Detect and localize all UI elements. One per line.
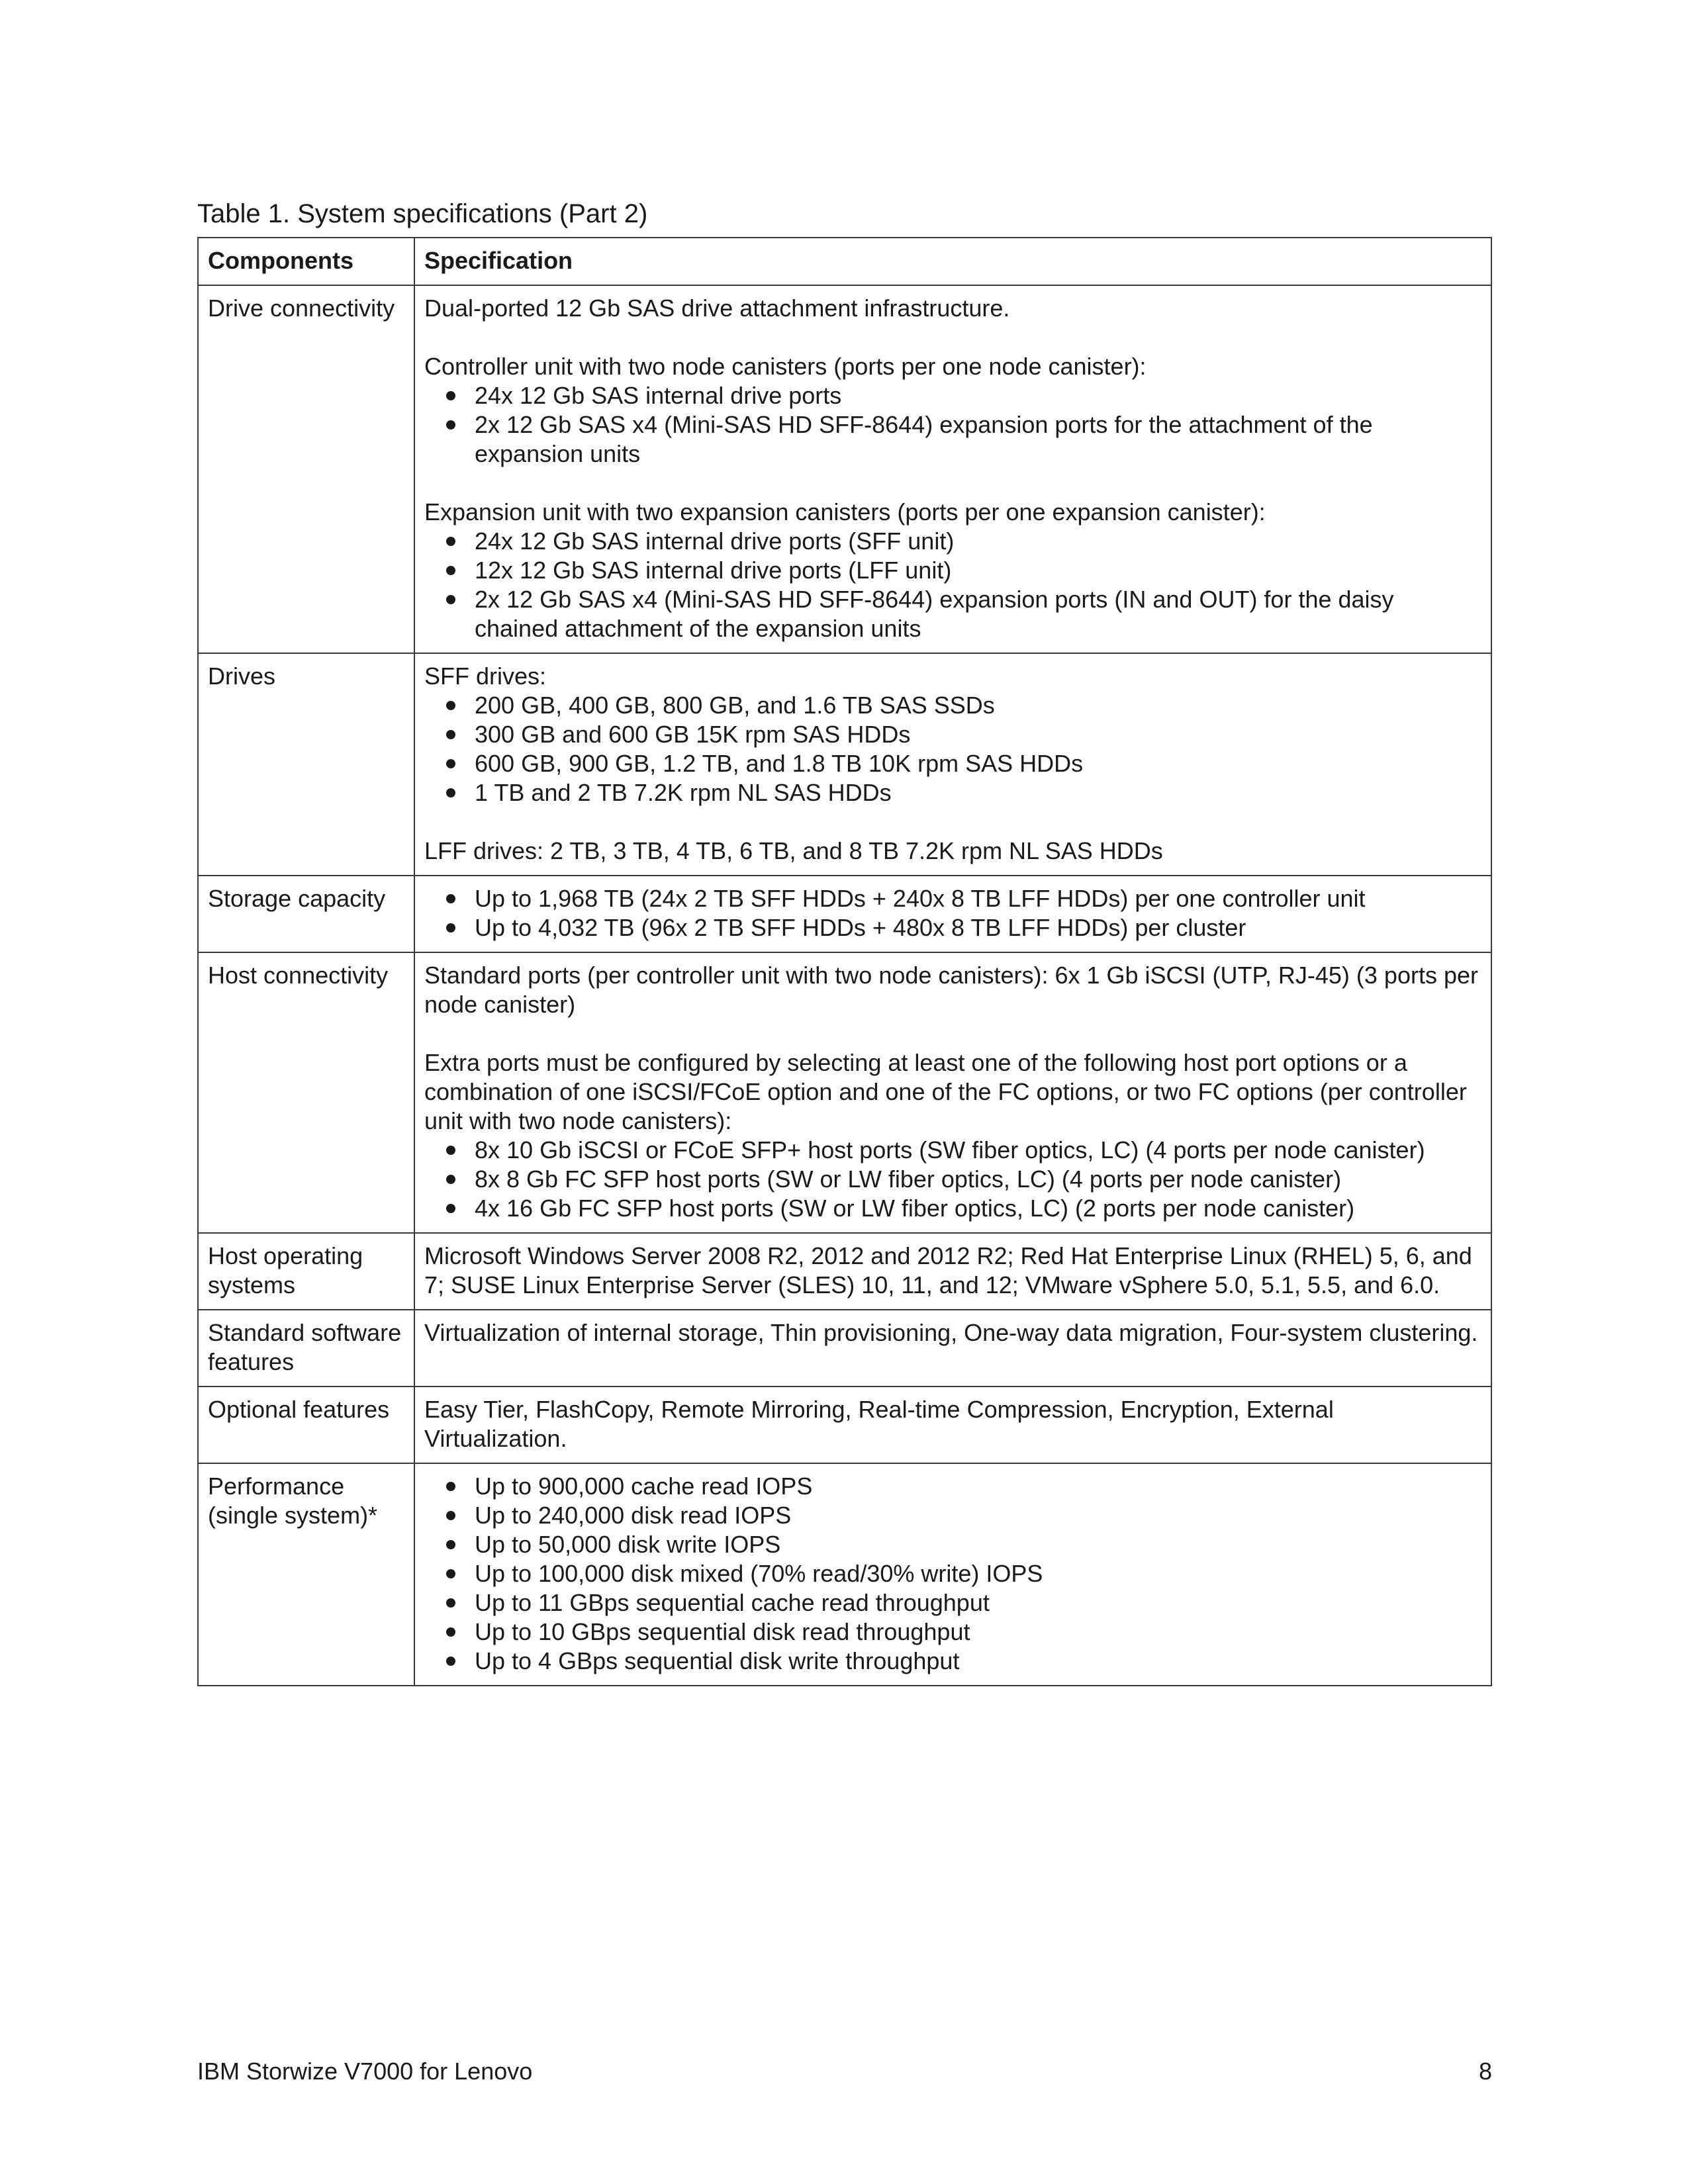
spec-bullet-list	[424, 381, 1481, 469]
component-cell: Host operating systems	[198, 1233, 414, 1310]
spec-bullet-item: 1 TB and 2 TB 7.2K rpm NL SAS HDDs	[424, 778, 1481, 807]
component-cell: Host connectivity	[198, 952, 414, 1233]
spec-bullet-item: 24x 12 Gb SAS internal drive ports	[424, 381, 1481, 410]
spec-bullet-item: 24x 12 Gb SAS internal drive ports (SFF unit)	[424, 527, 1481, 556]
table-row	[198, 1233, 1491, 1310]
spec-bullet-item: Up to 900,000 cache read IOPS	[424, 1472, 1481, 1501]
spec-bullet-item: Up to 240,000 disk read IOPS	[424, 1501, 1481, 1530]
table-row	[198, 876, 1491, 952]
spec-bullet-item: 600 GB, 900 GB, 1.2 TB, and 1.8 TB 10K rpm SAS HDDs	[424, 749, 1481, 778]
specification-cell	[414, 1310, 1491, 1387]
component-cell: Drives	[198, 653, 414, 876]
spec-bullet-item: 8x 8 Gb FC SFP host ports (SW or LW fiber optics, LC) (4 ports per node canister)	[424, 1165, 1481, 1194]
specification-cell	[414, 1387, 1491, 1463]
spec-bullet-list	[424, 1136, 1481, 1223]
spec-paragraph: Virtualization of internal storage, Thin provisioning, One-way data migration, Four-system clustering.	[424, 1319, 1478, 1346]
table-row	[198, 653, 1491, 876]
spec-bullet-item: 12x 12 Gb SAS internal drive ports (LFF unit)	[424, 556, 1481, 585]
column-header-specification: Specification	[414, 238, 1491, 285]
column-header-components: Components	[198, 238, 414, 285]
specification-cell	[414, 876, 1491, 952]
spec-paragraph: Standard ports (per controller unit with two node canisters): 6x 1 Gb iSCSI (UTP, RJ-45) (3 ports per node canister)	[424, 962, 1478, 1018]
component-cell: Drive connectivity	[198, 285, 414, 653]
table-body	[198, 285, 1491, 1686]
table-row	[198, 952, 1491, 1233]
spec-bullet-item: Up to 1,968 TB (24x 2 TB SFF HDDs + 240x 8 TB LFF HDDs) per one controller unit	[424, 884, 1481, 913]
spec-paragraph: Expansion unit with two expansion canisters (ports per one expansion canister):	[424, 498, 1266, 525]
spec-paragraph: LFF drives: 2 TB, 3 TB, 4 TB, 6 TB, and 8 TB 7.2K rpm NL SAS HDDs	[424, 837, 1163, 864]
spec-bullet-item: 2x 12 Gb SAS x4 (Mini-SAS HD SFF-8644) expansion ports (IN and OUT) for the daisy chained attachment of the expansion units	[424, 585, 1481, 643]
footer-page-number: 8	[1478, 2058, 1492, 2085]
table-row	[198, 1387, 1491, 1463]
component-cell: Performance (single system)*	[198, 1463, 414, 1686]
spec-bullet-item: Up to 4,032 TB (96x 2 TB SFF HDDs + 480x 8 TB LFF HDDs) per cluster	[424, 913, 1481, 942]
specification-cell	[414, 952, 1491, 1233]
spec-bullet-list	[424, 691, 1481, 807]
spec-bullet-item: 300 GB and 600 GB 15K rpm SAS HDDs	[424, 720, 1481, 749]
component-cell: Standard software features	[198, 1310, 414, 1387]
spec-bullet-list	[424, 1472, 1481, 1676]
spec-paragraph: SFF drives:	[424, 662, 547, 690]
footer-document-title: IBM Storwize V7000 for Lenovo	[197, 2058, 533, 2085]
spec-bullet-item: 8x 10 Gb iSCSI or FCoE SFP+ host ports (SW fiber optics, LC) (4 ports per node canister)	[424, 1136, 1481, 1165]
spec-paragraph: Microsoft Windows Server 2008 R2, 2012 and 2012 R2; Red Hat Enterprise Linux (RHEL) 5, 6, and 7; SUSE Linux Enterprise Server (SLES) 10, 11, and 12; VMware vSphere 5.0, 5.1, 5.5, and 6.0.	[424, 1242, 1472, 1298]
spec-bullet-item: Up to 100,000 disk mixed (70% read/30% write) IOPS	[424, 1559, 1481, 1588]
component-cell: Optional features	[198, 1387, 414, 1463]
spec-bullet-item: Up to 50,000 disk write IOPS	[424, 1530, 1481, 1559]
specification-cell	[414, 1463, 1491, 1686]
table-header-row	[198, 238, 1491, 285]
table-row	[198, 1463, 1491, 1686]
spec-paragraph: Controller unit with two node canisters (ports per one node canister):	[424, 353, 1147, 380]
table-row	[198, 285, 1491, 653]
specifications-table	[197, 237, 1492, 1686]
table-caption: Table 1. System specifications (Part 2)	[197, 199, 648, 228]
spec-bullet-item: 200 GB, 400 GB, 800 GB, and 1.6 TB SAS SSDs	[424, 691, 1481, 720]
spec-bullet-list	[424, 884, 1481, 942]
spec-bullet-item: Up to 4 GBps sequential disk write throughput	[424, 1647, 1481, 1676]
spec-paragraph: Extra ports must be configured by selecting at least one of the following host port options or a combination of one iSCSI/FCoE option and one of the FC options, or two FC options (per controller unit with two node canisters):	[424, 1049, 1467, 1134]
table-row	[198, 1310, 1491, 1387]
spec-bullet-item: 2x 12 Gb SAS x4 (Mini-SAS HD SFF-8644) expansion ports for the attachment of the expansion units	[424, 410, 1481, 469]
spec-paragraph: Dual-ported 12 Gb SAS drive attachment infrastructure.	[424, 295, 1010, 322]
specification-cell	[414, 653, 1491, 876]
spec-paragraph: Easy Tier, FlashCopy, Remote Mirroring, Real-time Compression, Encryption, External Virtualization.	[424, 1396, 1334, 1452]
spec-bullet-item: Up to 11 GBps sequential cache read throughput	[424, 1588, 1481, 1617]
spec-bullet-item: Up to 10 GBps sequential disk read throughput	[424, 1617, 1481, 1647]
specification-cell	[414, 1233, 1491, 1310]
specification-cell	[414, 285, 1491, 653]
spec-bullet-item: 4x 16 Gb FC SFP host ports (SW or LW fiber optics, LC) (2 ports per node canister)	[424, 1194, 1481, 1223]
spec-bullet-list	[424, 527, 1481, 643]
component-cell: Storage capacity	[198, 876, 414, 952]
